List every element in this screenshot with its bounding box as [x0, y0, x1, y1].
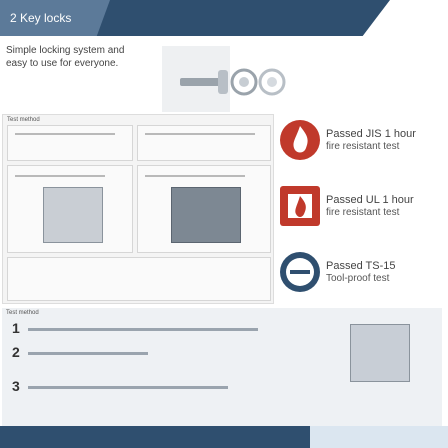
keys-illustration: [160, 44, 290, 114]
step-text-line: [28, 328, 258, 331]
cert-subtitle: Tool-proof test: [326, 273, 390, 284]
bottom-title: Test method: [6, 310, 39, 316]
panel-cell: [7, 125, 133, 161]
text-line: [145, 133, 255, 135]
cert-subtitle: fire resistant test: [326, 207, 400, 218]
fire-sphere-icon: [278, 118, 322, 162]
cert-title: Passed UL 1 hour: [326, 194, 414, 206]
cert-jis: [278, 118, 448, 178]
intro-text: Simple locking system and easy to use for everyone.: [6, 45, 125, 69]
cert-ts15: [278, 250, 448, 310]
step-number: 2: [12, 344, 20, 360]
cert-subtitle: fire resistant test: [326, 141, 400, 152]
panel-cell: [137, 125, 271, 161]
cert-title: Passed TS-15: [326, 260, 396, 272]
step-text-line: [28, 352, 148, 355]
banner-title: 2 Key locks: [10, 11, 72, 25]
panel-cell: [7, 257, 271, 301]
test-panel: [2, 114, 274, 304]
text-line: [15, 133, 115, 135]
safe-image: [43, 187, 103, 243]
step-number: 3: [12, 378, 20, 394]
step-text-line: [28, 386, 228, 389]
tool-proof-icon: [278, 250, 322, 294]
bottom-test-section: [2, 308, 442, 426]
test-machine-image: [350, 324, 410, 382]
cert-title: Passed JIS 1 hour: [326, 128, 416, 140]
fire-box-icon: [278, 184, 322, 228]
text-line: [15, 175, 105, 177]
panel-title: Test method: [7, 117, 40, 123]
text-line: [145, 175, 245, 177]
furnace-image: [171, 187, 241, 243]
cert-ul: [278, 184, 448, 244]
footer-dark-band: [0, 426, 310, 448]
step-number: 1: [12, 320, 20, 336]
